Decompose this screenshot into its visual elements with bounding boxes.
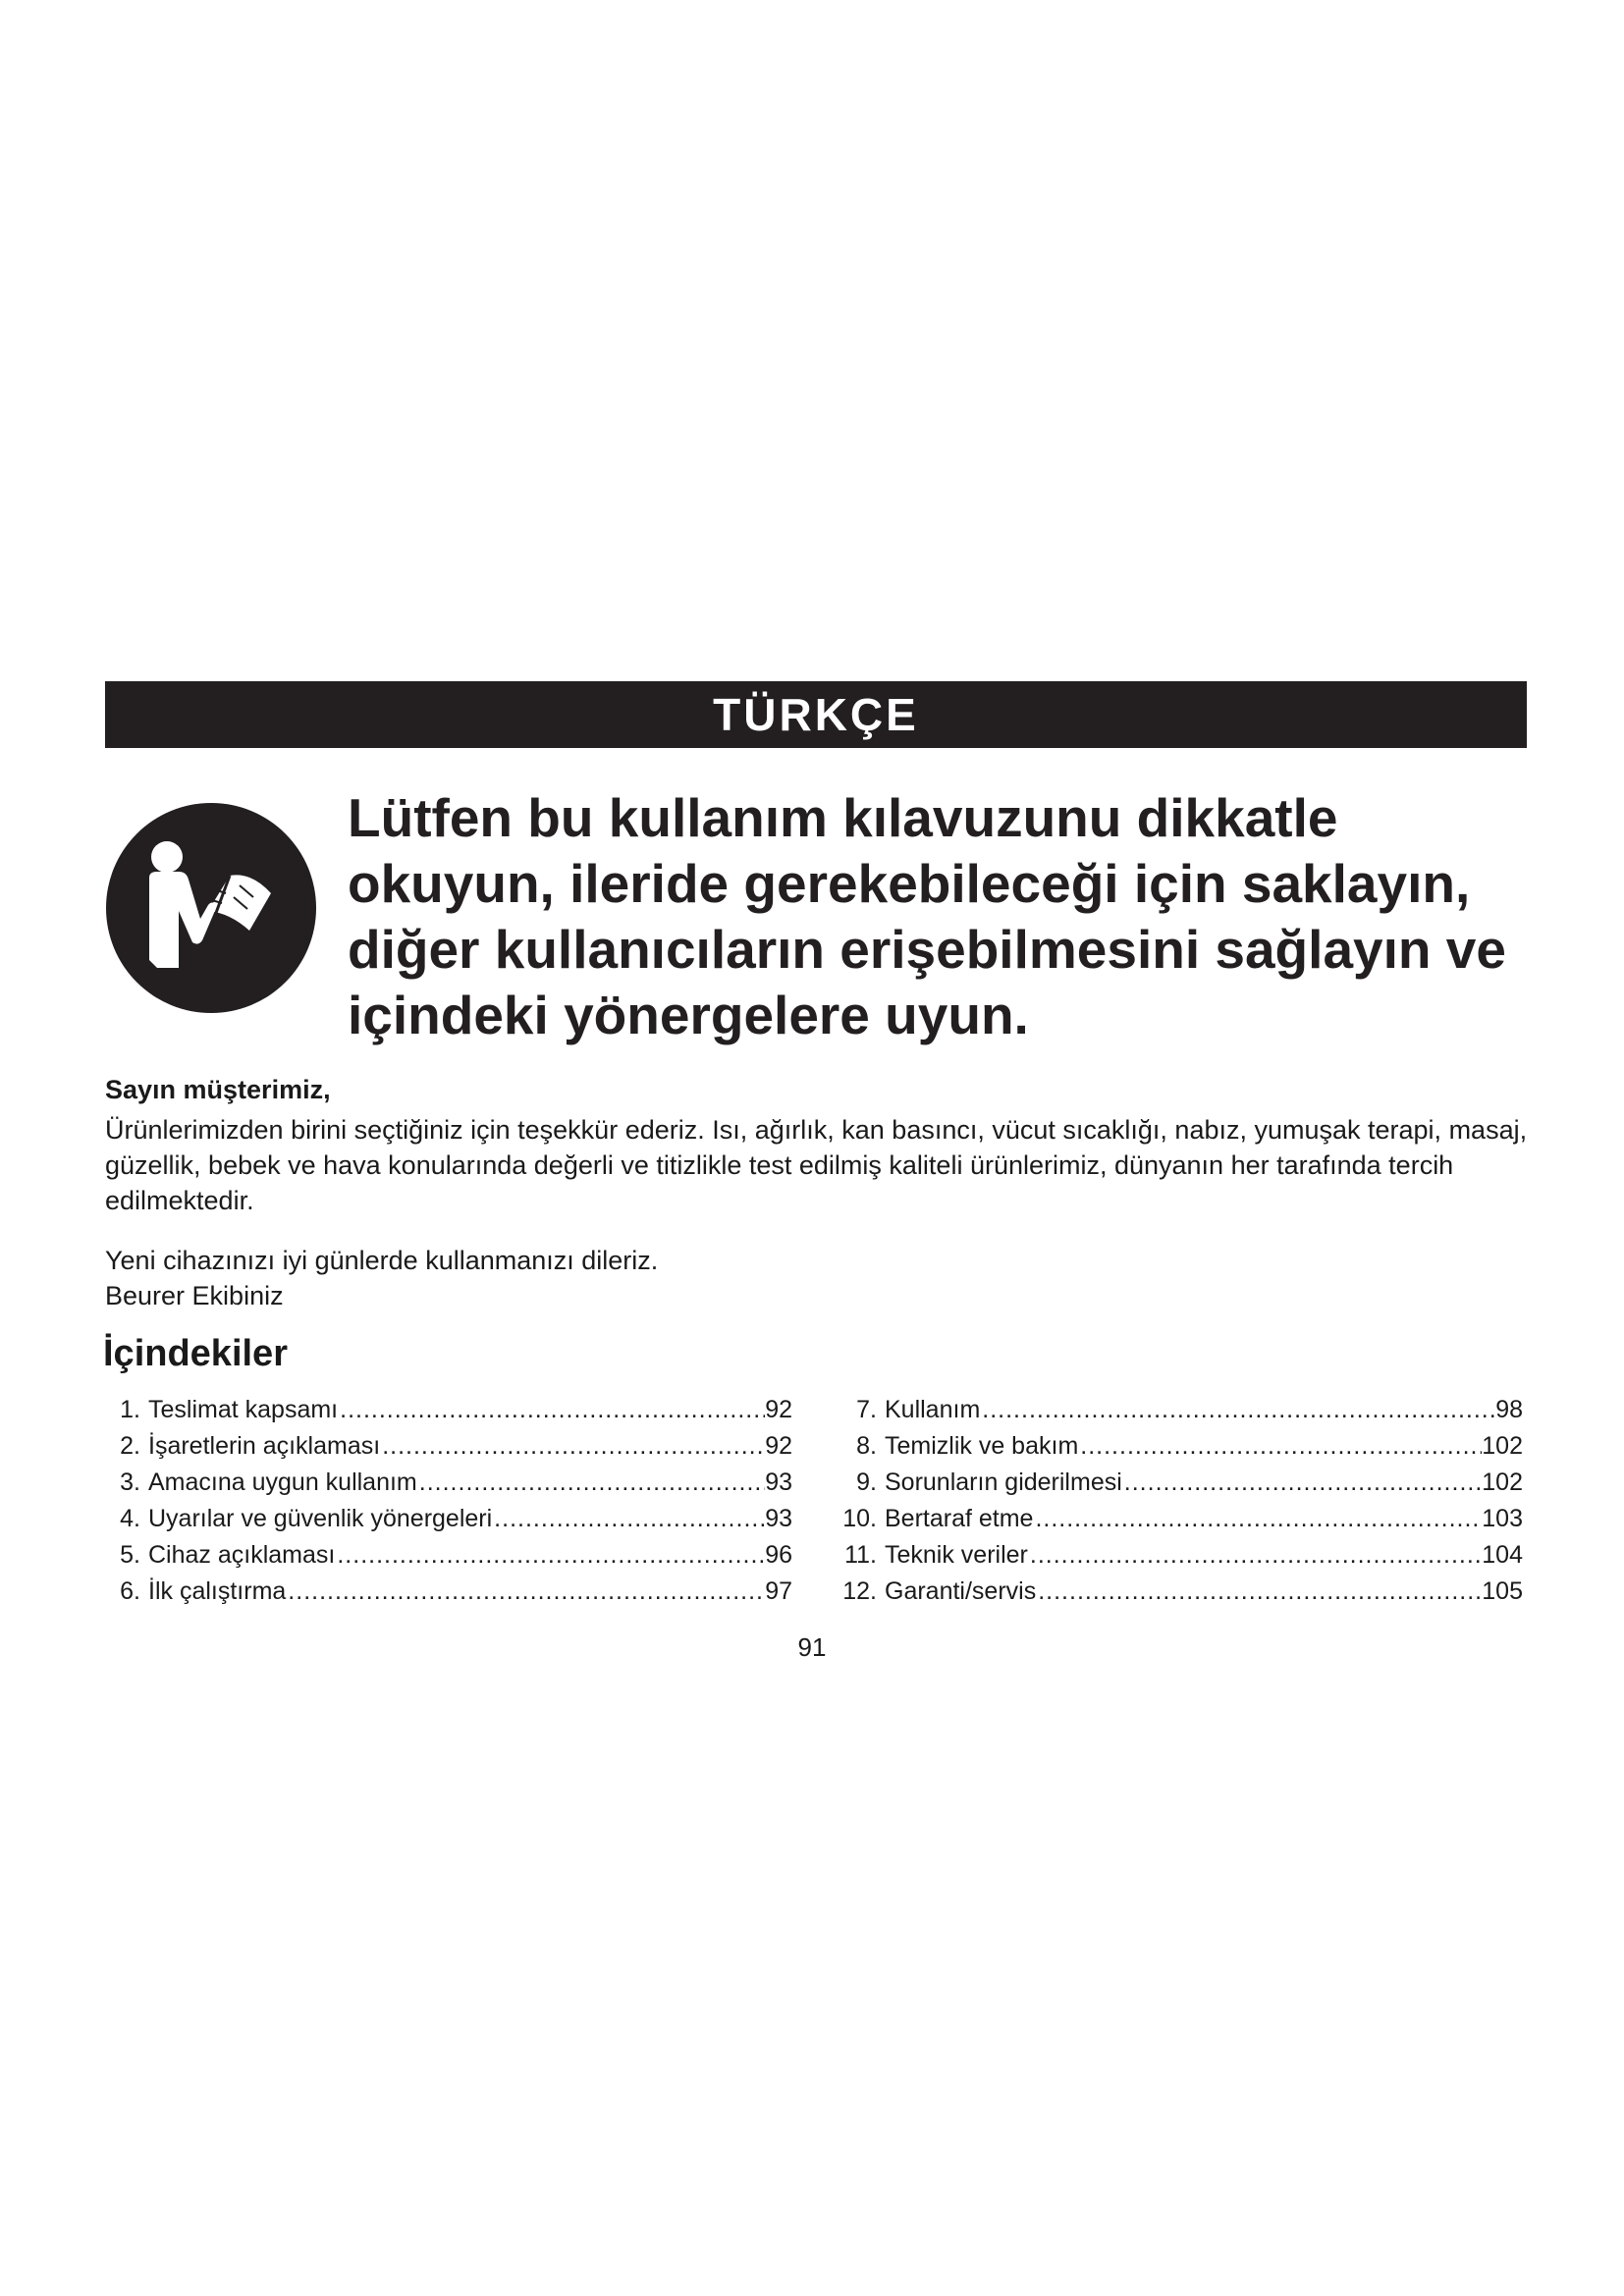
toc-entry-page: 104 [1482, 1541, 1523, 1569]
toc-leader-dots [1122, 1465, 1483, 1501]
toc-entry-label: Garanti/servis [885, 1577, 1037, 1605]
toc-heading: İçindekiler [103, 1333, 288, 1374]
toc-entry-number: 4. [120, 1505, 140, 1532]
toc-entry-label: Kullanım [885, 1396, 981, 1423]
toc-leader-dots [338, 1392, 765, 1428]
toc-entry[interactable] [105, 1392, 792, 1428]
toc-leader-dots [1036, 1574, 1482, 1610]
toc-entry-label: Teknik veriler [885, 1541, 1028, 1569]
toc-leader-dots [335, 1537, 765, 1574]
toc-left-column [105, 1392, 792, 1610]
toc-leader-dots [1078, 1428, 1482, 1465]
toc-entry-page: 96 [765, 1541, 792, 1569]
toc-entry-label: Sorunların giderilmesi [885, 1468, 1122, 1496]
toc-entry-label: Amacına uygun kullanım [148, 1468, 417, 1496]
toc-entry-number: 6. [120, 1577, 140, 1605]
toc-entry[interactable] [105, 1501, 792, 1537]
toc-leader-dots [492, 1501, 765, 1537]
read-instructions-headline: Lütfen bu kullanım kılavuzunu dikkatle okuyun, ileride gerekebileceği için saklayın, diğer kullanıcıların erişebilmesini sağlayın ve içindeki yönergelere uyun. [348, 787, 1506, 1045]
page-number: 91 [797, 1632, 827, 1662]
toc-entry-number: 8. [856, 1432, 877, 1460]
language-banner [105, 681, 1527, 748]
toc-entry[interactable] [105, 1537, 792, 1574]
read-manual-icon [106, 803, 316, 1013]
toc-entry-label: İlk çalıştırma [148, 1577, 287, 1605]
toc-entry-number: 11. [844, 1541, 877, 1569]
language-title: TÜRKÇE [713, 689, 919, 740]
toc-entry[interactable] [836, 1574, 1523, 1610]
toc-entry[interactable] [836, 1465, 1523, 1501]
toc-entry-label: Bertaraf etme [885, 1505, 1034, 1532]
toc-entry-page: 102 [1482, 1468, 1523, 1496]
toc-leader-dots [417, 1465, 765, 1501]
toc-entry-label: Cihaz açıklaması [148, 1541, 336, 1569]
toc-entry-page: 97 [765, 1577, 792, 1605]
toc-entry-number: 1. [120, 1396, 140, 1423]
toc-entry-page: 93 [765, 1468, 792, 1496]
toc-entry-page: 105 [1482, 1577, 1523, 1605]
toc-leader-dots [380, 1428, 765, 1465]
toc-entry-page: 93 [765, 1505, 792, 1532]
toc-entry-page: 103 [1482, 1505, 1523, 1532]
toc-leader-dots [286, 1574, 765, 1610]
toc-entry-number: 10. [842, 1505, 877, 1532]
toc-entry[interactable] [836, 1428, 1523, 1465]
toc-entry-label: İşaretlerin açıklaması [148, 1432, 381, 1460]
toc-entry[interactable] [105, 1574, 792, 1610]
toc-entry[interactable] [836, 1501, 1523, 1537]
toc-entry[interactable] [836, 1392, 1523, 1428]
toc-entry[interactable] [105, 1428, 792, 1465]
toc-entry[interactable] [836, 1537, 1523, 1574]
toc-right-column [836, 1392, 1523, 1610]
intro-paragraph: Ürünlerimizden birini seçtiğiniz için teşekkür ederiz. Isı, ağırlık, kan basıncı, vücut sıcaklığı, nabız, yumuşak terapi, masaj, güzellik, bebek ve hava konularında değerli ve titizlikle test edilmiş kaliteli ürünlerimiz, dünyanın her tarafında tercih edilmektedir. [105, 1115, 1528, 1215]
toc-entry-number: 5. [120, 1541, 140, 1569]
toc-entry-page: 102 [1482, 1432, 1523, 1460]
toc-entry-page: 98 [1495, 1396, 1523, 1423]
toc-leader-dots [1033, 1501, 1482, 1537]
wish-line: Yeni cihazınızı iyi günlerde kullanmanızı dileriz. [105, 1246, 659, 1275]
toc-entry-number: 12. [842, 1577, 877, 1605]
toc-entry-number: 2. [120, 1432, 140, 1460]
toc-leader-dots [1028, 1537, 1482, 1574]
toc-entry-number: 3. [120, 1468, 140, 1496]
toc-entry-label: Temizlik ve bakım [885, 1432, 1079, 1460]
toc-entry[interactable] [105, 1465, 792, 1501]
toc-entry-label: Uyarılar ve güvenlik yönergeleri [148, 1505, 493, 1532]
toc-entry-page: 92 [765, 1396, 792, 1423]
toc-leader-dots [980, 1392, 1495, 1428]
greeting: Sayın müşterimiz, [105, 1075, 331, 1104]
toc-entry-label: Teslimat kapsamı [148, 1396, 339, 1423]
toc-entry-number: 7. [856, 1396, 877, 1423]
toc-entry-number: 9. [856, 1468, 877, 1496]
toc-entry-page: 92 [765, 1432, 792, 1460]
signature: Beurer Ekibiniz [105, 1281, 284, 1310]
